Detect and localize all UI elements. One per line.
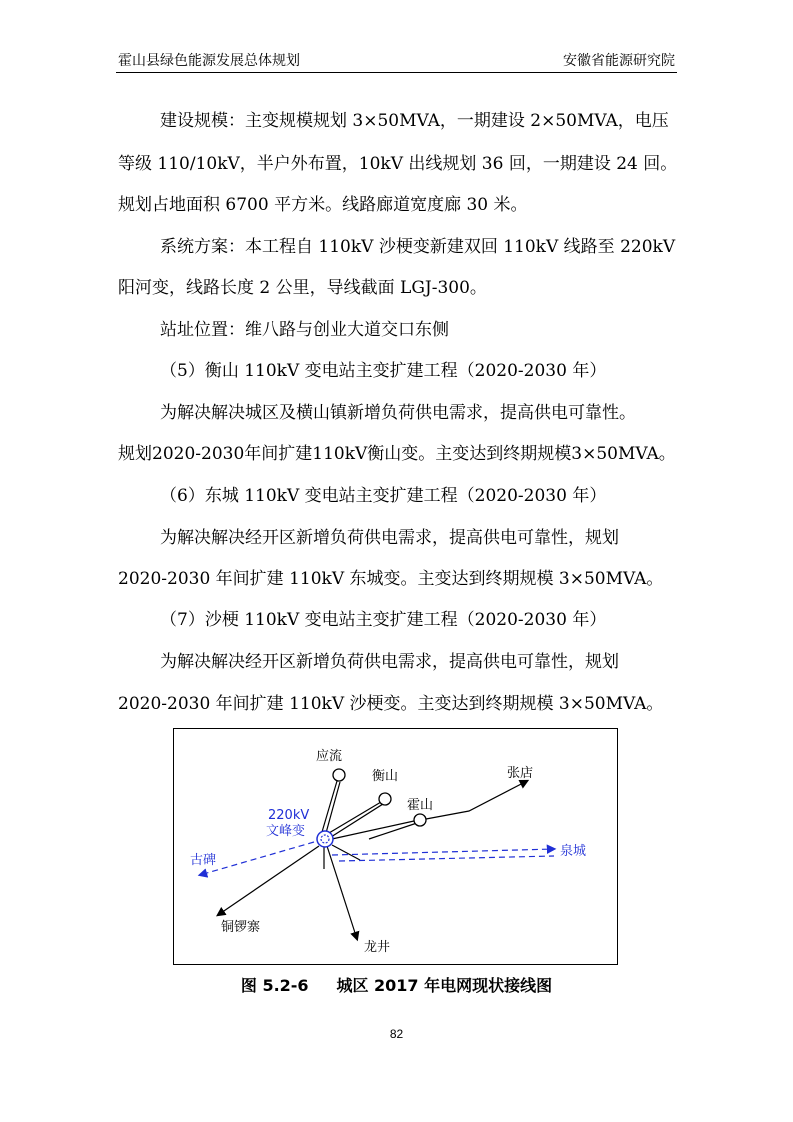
body-line: 为解决解决城区及横山镇新增负荷供电需求，提高供电可靠性。 (160, 403, 636, 423)
line-to-gubei (200, 842, 314, 875)
label-substation-kv: 220kV (268, 808, 310, 823)
label-huoshan: 霍山 (407, 798, 434, 813)
node-yingliu (333, 769, 345, 781)
line-to-hengshan (331, 804, 383, 837)
line-to-zhangdian (426, 781, 527, 819)
body-line: 2020-2030 年间扩建 110kV 沙梗变。主变达到终期规模 3×50MVA。 (118, 694, 664, 714)
body-line: 站址位置：维八路与创业大道交口东侧 (160, 320, 449, 340)
body-line: 规划占地面积 6700 平方米。线路廊道宽度廊 30 米。 (118, 195, 528, 215)
label-tongluozhai: 铜锣寨 (221, 920, 261, 935)
body-line: 为解决解决经开区新增负荷供电需求，提高供电可靠性，规划 (160, 652, 619, 672)
line-to-quancheng (339, 856, 554, 861)
page-number: 82 (389, 1027, 404, 1041)
body-line: 阳河变，线路长度 2 公里，导线截面 LGJ-300。 (118, 278, 487, 298)
header-rule (116, 72, 677, 73)
section-heading: （6）东城 110kV 变电站主变扩建工程（2020-2030 年） (160, 486, 607, 506)
caption-number: 图 5.2-6 (240, 976, 309, 995)
line-to-quancheng (332, 849, 554, 855)
page-header-right: 安徽省能源研究院 (563, 53, 675, 69)
line-to-hengshan (329, 802, 381, 833)
node-hengshan (379, 793, 391, 805)
body-line: 2020-2030 年间扩建 110kV 东城变。主变达到终期规模 3×50MVA。 (118, 569, 664, 589)
caption-title: 城区 2017 年电网现状接线图 (336, 976, 553, 995)
node-huoshan (414, 814, 426, 826)
body-line: 为解决解决经开区新增负荷供电需求，提高供电可靠性，规划 (160, 528, 619, 548)
grid-diagram (173, 728, 618, 965)
section-heading: （7）沙梗 110kV 变电站主变扩建工程（2020-2030 年） (160, 610, 607, 630)
line-to-longjing (327, 846, 357, 939)
figure-caption (0, 973, 793, 996)
line-to-yingliu (322, 781, 337, 832)
line-branch (332, 845, 360, 860)
label-longjing: 龙井 (364, 940, 391, 955)
label-gubei: 古碑 (190, 853, 217, 868)
line-to-tongluozhai (218, 846, 319, 915)
line-to-yingliu (326, 782, 340, 833)
substation-wenfeng-inner (321, 835, 329, 843)
label-zhangdian: 张店 (507, 766, 534, 781)
label-yingliu: 应流 (316, 749, 343, 764)
body-line: 规划2020-2030年间扩建110kV衡山变。主变达到终期规模3×50MVA。 (118, 444, 676, 464)
body-line: 等级 110/10kV，半户外布置，10kV 出线规划 36 回，一期建设 24 回。 (118, 154, 678, 174)
label-quancheng: 泉城 (560, 844, 587, 859)
body-line: 建设规模：主变规模规划 3×50MVA，一期建设 2×50MVA，电压 (160, 111, 669, 131)
body-line: 系统方案：本工程自 110kV 沙梗变新建双回 110kV 线路至 220kV (160, 237, 676, 257)
label-hengshan: 衡山 (372, 769, 399, 784)
page-header-left: 霍山县绿色能源发展总体规划 (118, 53, 300, 69)
section-heading: （5）衡山 110kV 变电站主变扩建工程（2020-2030 年） (160, 361, 607, 381)
label-substation-name: 文峰变 (266, 824, 306, 839)
